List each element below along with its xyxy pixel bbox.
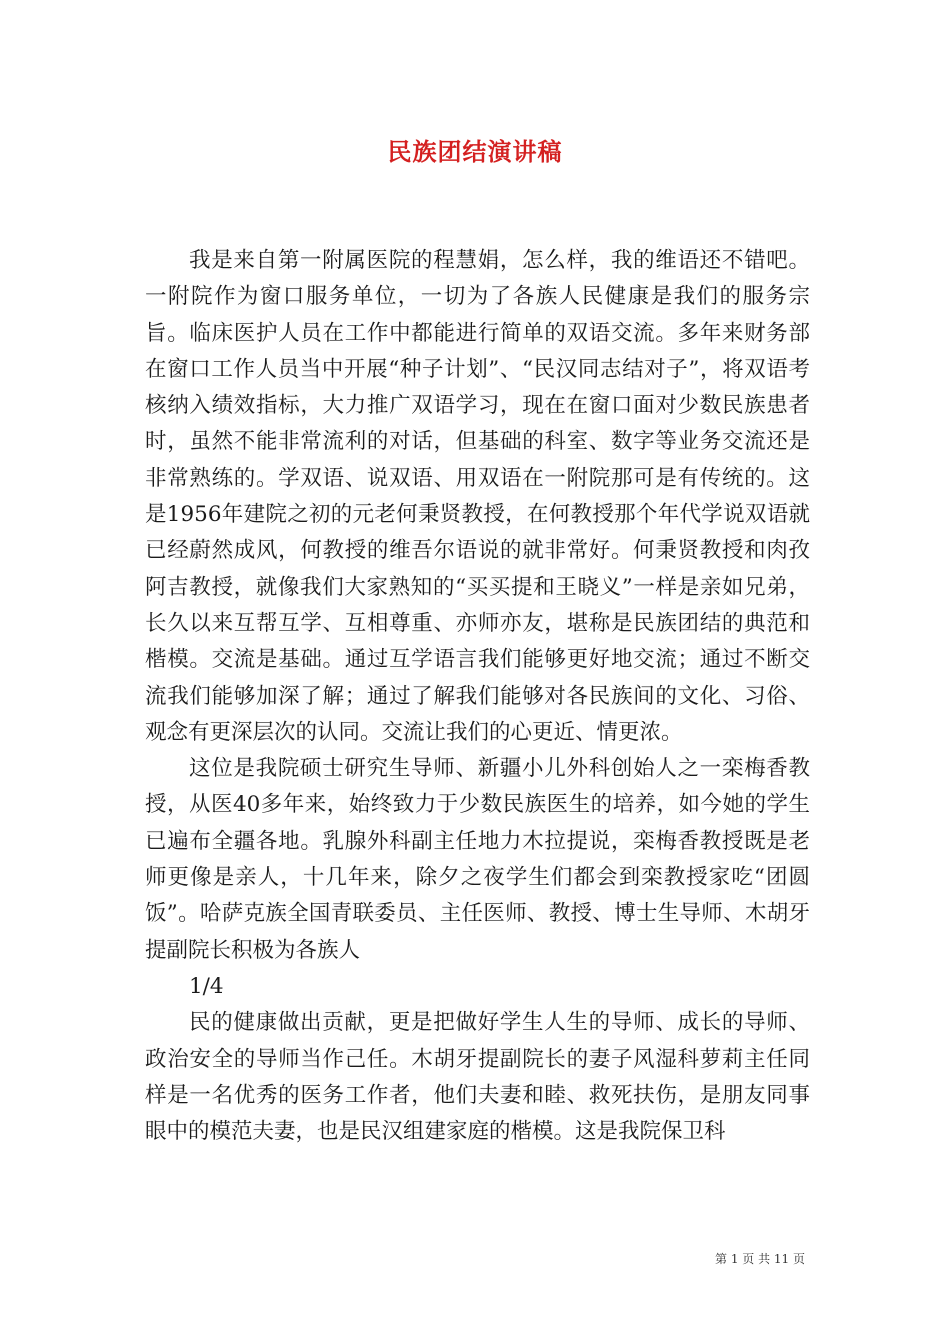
document-title: 民族团结演讲稿 [387,137,563,166]
paragraph-1: 我是来自第一附属医院的程慧娟，怎么样，我的维语还不错吧。一附院作为窗口服务单位，一切为了各族人民健康是我们的服务宗旨。临床医护人员在工作中都能进行简单的双语交流。多年来财务部在窗口工作人员当中开展“种子计划”、“民汉同志结对子”，将双语考核纳入绩效指标，大力推广双语学习，现在在窗口面对少数民族患者时，虽然不能非常流利的对话，但基础的科室、数字等业务交流还是非常熟练的。学双语、说双语、用双语在一附院那可是有传统的。这是1956年建院之初的元老何秉贤教授，在何教授那个年代学说双语就已经蔚然成风，何教授的维吾尔语说的就非常好。何秉贤教授和肉孜阿吉教授，就像我们大家熟知的“买买提和王晓义”一样是亲如兄弟，长久以来互帮互学、互相尊重、亦师亦友，堪称是民族团结的典范和楷模。交流是基础。通过互学语言我们能够更好地交流；通过不断交流我们能够加深了解；通过了解我们能够对各民族间的文化、习俗、观念有更深层次的认同。交流让我们的心更近、情更浓。 [145,248,810,745]
paragraph-2: 这位是我院硕士研究生导师、新疆小儿外科创始人之一栾梅香教授，从医40多年来，始终致力于少数民族医生的培养，如今她的学生已遍布全疆各地。乳腺外科副主任地力木拉提说，栾梅香教授既是老师更像是亲人，十几年来，除夕之夜学生们都会到栾教授家吃“团圆饭”。哈萨克族全国青联委员、主任医师、教授、博士生导师、木胡牙提副院长积极为各族人 [145,756,810,963]
page-footer: 第 1 页 共 11 页 [715,1252,805,1266]
page-marker: 1/4 [189,973,224,999]
paragraph-3: 民的健康做出贡献，更是把做好学生人生的导师、成长的导师、政治安全的导师当作己任。木胡牙提副院长的妻子风湿科萝莉主任同样是一名优秀的医务工作者，他们夫妻和睦、救死扶伤，是朋友同事眼中的模范夫妻，也是民汉组建家庭的楷模。这是我院保卫科 [145,1010,810,1145]
document-body [145,243,810,1150]
